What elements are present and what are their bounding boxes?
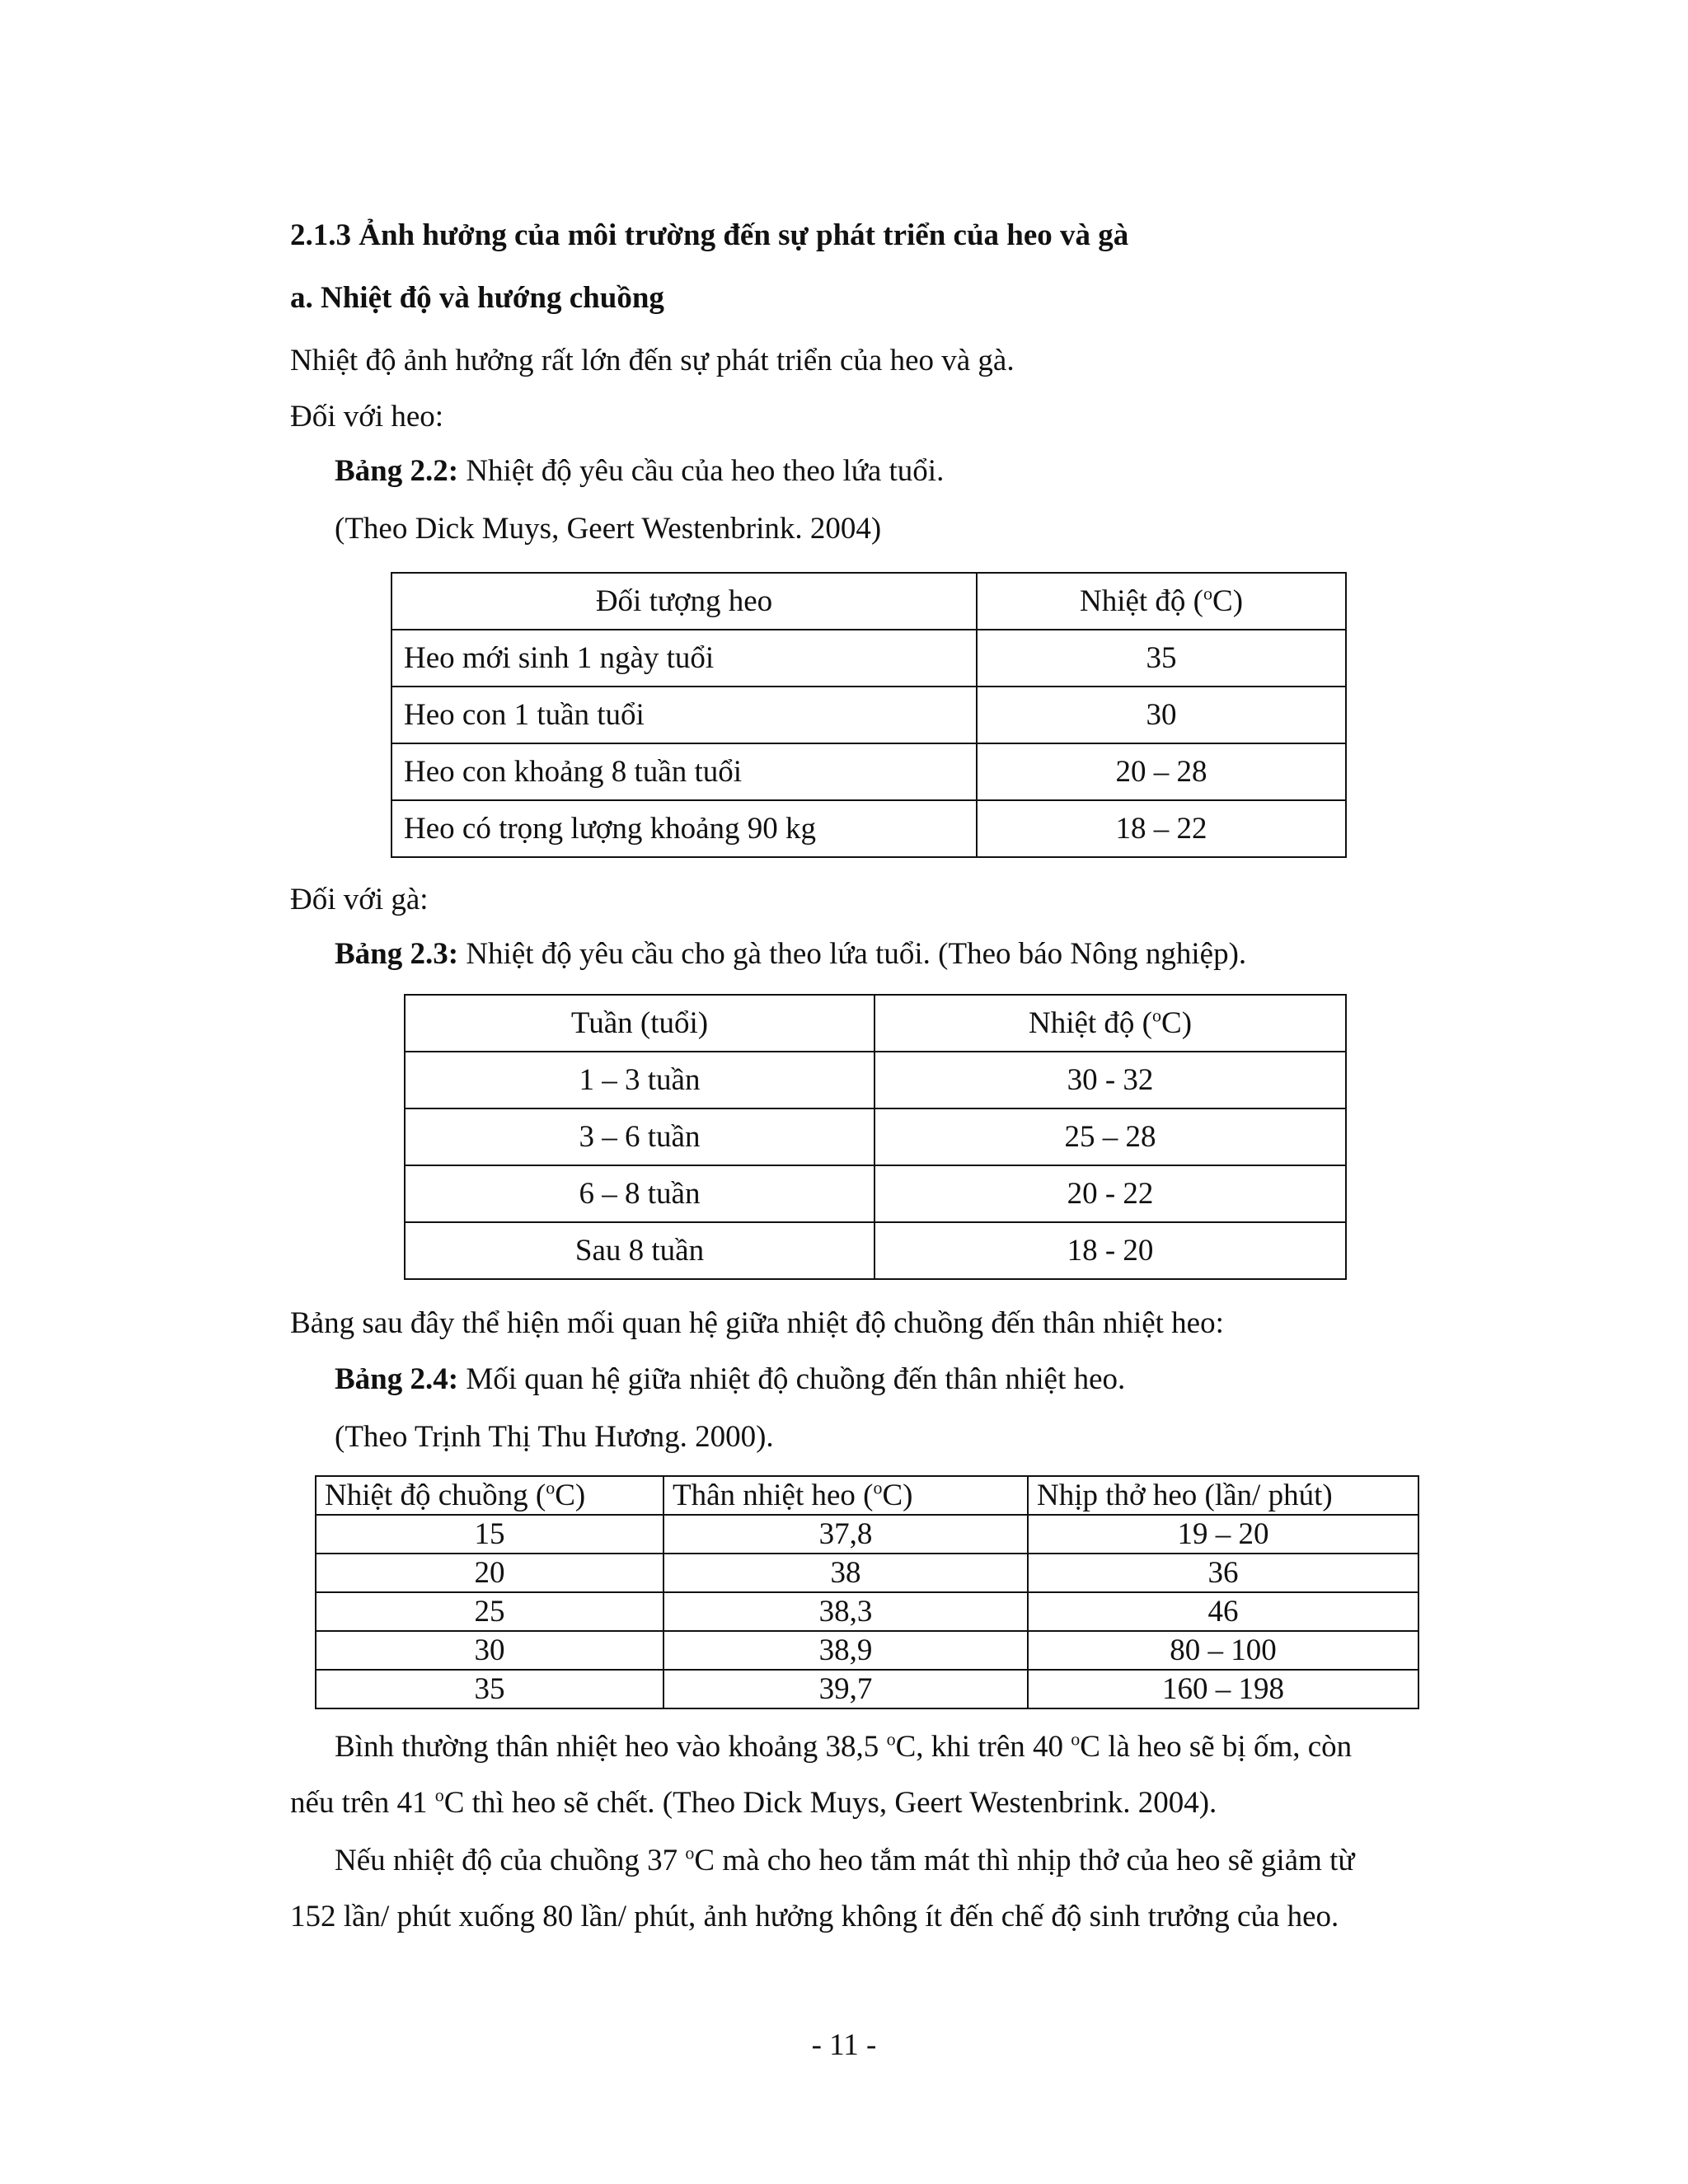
table-cell: 19 – 20 xyxy=(1028,1515,1418,1554)
degree-symbol: o xyxy=(685,1842,695,1863)
table-cell: 38,3 xyxy=(663,1592,1028,1631)
table-cell: 20 - 22 xyxy=(874,1165,1346,1222)
header-text: C) xyxy=(1161,1006,1193,1040)
table-header-cell xyxy=(874,995,1346,1052)
table-cell: 20 – 28 xyxy=(977,743,1346,800)
degree-symbol: o xyxy=(873,1477,883,1498)
paragraph-2-line-2: 152 lần/ phút xuống 80 lần/ phút, ảnh hưởng không ít đến chế độ sinh trưởng của heo. xyxy=(290,1900,1339,1933)
intro-paragraph: Nhiệt độ ảnh hưởng rất lớn đến sự phát triển của heo và gà. xyxy=(290,344,1015,377)
pig-temperature-table xyxy=(391,572,1347,858)
degree-symbol: o xyxy=(886,1728,896,1750)
table-row xyxy=(392,743,1346,800)
header-text: Thân nhiệt heo ( xyxy=(673,1478,874,1512)
table2-caption-text: Nhiệt độ yêu cầu cho gà theo lứa tuổi. (Theo báo Nông nghiệp). xyxy=(458,937,1247,971)
table-cell: 20 xyxy=(316,1554,663,1592)
text-run: C là heo sẽ bị ốm, còn xyxy=(1080,1730,1353,1764)
table-header-row xyxy=(392,573,1346,630)
table-cell: 35 xyxy=(316,1670,663,1708)
table-cell: 38,9 xyxy=(663,1631,1028,1670)
table-row xyxy=(316,1631,1418,1670)
table-cell: 35 xyxy=(977,630,1346,687)
table2-caption xyxy=(335,936,1246,972)
table-cell: 30 xyxy=(977,687,1346,743)
table-cell: Heo mới sinh 1 ngày tuổi xyxy=(392,630,977,687)
for-pig-label: Đối với heo: xyxy=(290,400,444,434)
table-header-row xyxy=(405,995,1346,1052)
text-run: C thì heo sẽ chết. (Theo Dick Muys, Geert Westenbrink. 2004). xyxy=(443,1786,1217,1820)
table-row xyxy=(392,630,1346,687)
for-chicken-label: Đối với gà: xyxy=(290,883,429,916)
table-header-cell xyxy=(316,1476,663,1515)
table-cell: 30 xyxy=(316,1631,663,1670)
header-text: Nhiệt độ ( xyxy=(1028,1006,1153,1040)
table-cell: 18 – 22 xyxy=(977,800,1346,857)
table-row xyxy=(405,1222,1346,1279)
table-row xyxy=(405,1052,1346,1108)
table-row xyxy=(392,800,1346,857)
text-run: C, khi trên 40 xyxy=(895,1730,1071,1764)
page-number: - 11 - xyxy=(811,2028,877,2062)
section-heading: 2.1.3 Ảnh hưởng của môi trường đến sự phát triển của heo và gà xyxy=(290,218,1129,252)
table-row xyxy=(316,1515,1418,1554)
table1-caption xyxy=(335,453,944,490)
table1-caption-text: Nhiệt độ yêu cầu của heo theo lứa tuổi. xyxy=(458,454,945,488)
table-cell: 30 - 32 xyxy=(874,1052,1346,1108)
table-cell: 25 xyxy=(316,1592,663,1631)
table-row xyxy=(405,1108,1346,1165)
table-row xyxy=(405,1165,1346,1222)
header-text: C) xyxy=(1212,584,1244,618)
table-row xyxy=(316,1554,1418,1592)
table-header-cell: Tuần (tuổi) xyxy=(405,995,874,1052)
text-run: nếu trên 41 xyxy=(290,1786,435,1820)
degree-symbol: o xyxy=(546,1477,556,1498)
table-cell: 3 – 6 tuần xyxy=(405,1108,874,1165)
table-cell: 39,7 xyxy=(663,1670,1028,1708)
header-text: Nhiệt độ ( xyxy=(1079,584,1204,618)
text-run: Bình thường thân nhiệt heo vào khoảng 38,5 xyxy=(335,1730,887,1764)
table-row xyxy=(316,1670,1418,1708)
header-text: C) xyxy=(555,1478,586,1512)
table-cell: 36 xyxy=(1028,1554,1418,1592)
table3-caption-label: Bảng 2.4: xyxy=(335,1362,459,1396)
table1-source: (Theo Dick Muys, Geert Westenbrink. 2004) xyxy=(335,512,882,546)
table3-caption xyxy=(335,1361,1125,1398)
table-cell: Sau 8 tuần xyxy=(405,1222,874,1279)
table-cell: Heo con 1 tuần tuổi xyxy=(392,687,977,743)
header-text: Nhiệt độ chuồng ( xyxy=(325,1478,546,1512)
table-header-cell xyxy=(663,1476,1028,1515)
paragraph-2-line-1 xyxy=(335,1843,1354,1879)
degree-symbol: o xyxy=(1071,1728,1081,1750)
paragraph-1-line-2 xyxy=(290,1785,1217,1821)
degree-symbol: o xyxy=(1152,1005,1162,1026)
table-header-cell: Nhịp thở heo (lần/ phút) xyxy=(1028,1476,1418,1515)
table3-source: (Theo Trịnh Thị Thu Hương. 2000). xyxy=(335,1420,774,1454)
table-cell: 160 – 198 xyxy=(1028,1670,1418,1708)
table-cell: Heo con khoảng 8 tuần tuổi xyxy=(392,743,977,800)
table-header-row xyxy=(316,1476,1418,1515)
table-header-cell xyxy=(977,573,1346,630)
text-run: Nếu nhiệt độ của chuồng 37 xyxy=(335,1844,686,1877)
table-cell: 15 xyxy=(316,1515,663,1554)
subheading: a. Nhiệt độ và hướng chuồng xyxy=(290,281,664,315)
header-text: C) xyxy=(882,1478,913,1512)
table-header-cell: Đối tượng heo xyxy=(392,573,977,630)
table-cell: 1 – 3 tuần xyxy=(405,1052,874,1108)
text-run: C mà cho heo tắm mát thì nhịp thở của heo sẽ giảm từ xyxy=(694,1844,1355,1877)
pen-temperature-relation-table xyxy=(315,1475,1419,1709)
degree-symbol: o xyxy=(1203,583,1213,604)
table-cell: 18 - 20 xyxy=(874,1222,1346,1279)
degree-symbol: o xyxy=(434,1784,444,1806)
table-row xyxy=(316,1592,1418,1631)
table-cell: Heo có trọng lượng khoảng 90 kg xyxy=(392,800,977,857)
paragraph-1-line-1 xyxy=(335,1729,1352,1765)
table-row xyxy=(392,687,1346,743)
table3-caption-text: Mối quan hệ giữa nhiệt độ chuồng đến thân nhiệt heo. xyxy=(458,1362,1126,1396)
table2-caption-label: Bảng 2.3: xyxy=(335,937,459,971)
table-cell: 25 – 28 xyxy=(874,1108,1346,1165)
table-cell: 38 xyxy=(663,1554,1028,1592)
table3-intro: Bảng sau đây thể hiện mối quan hệ giữa nhiệt độ chuồng đến thân nhiệt heo: xyxy=(290,1306,1224,1340)
table-cell: 80 – 100 xyxy=(1028,1631,1418,1670)
table1-caption-label: Bảng 2.2: xyxy=(335,454,459,488)
table-cell: 37,8 xyxy=(663,1515,1028,1554)
chicken-temperature-table xyxy=(404,994,1347,1280)
table-cell: 46 xyxy=(1028,1592,1418,1631)
table-cell: 6 – 8 tuần xyxy=(405,1165,874,1222)
